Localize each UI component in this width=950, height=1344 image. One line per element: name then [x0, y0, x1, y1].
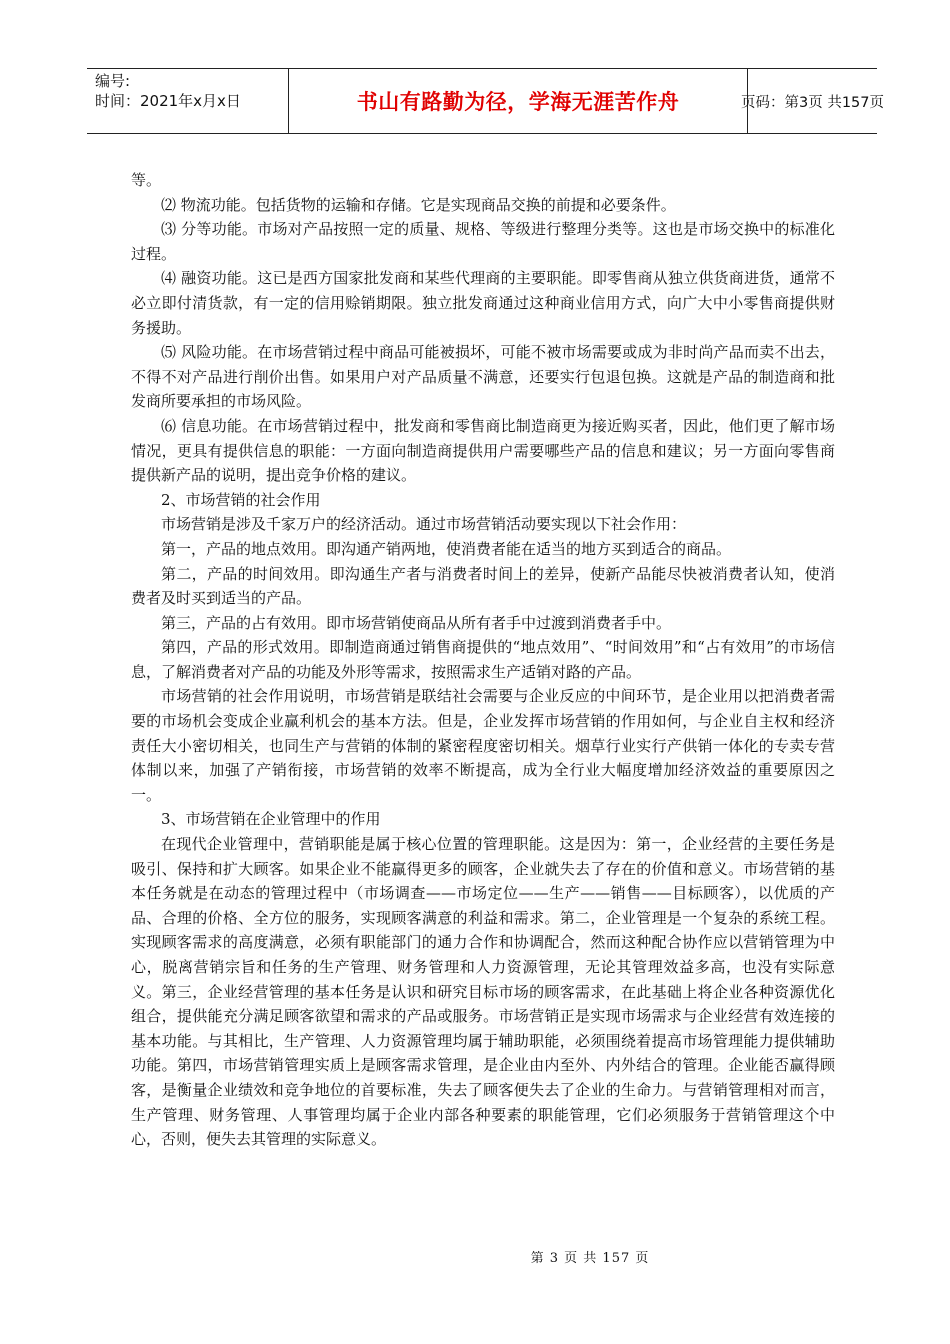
- paragraph: 市场营销是涉及千家万户的经济活动。通过市场营销活动要实现以下社会作用：: [161, 515, 687, 534]
- paragraph: ⑹ 信息功能。在市场营销过程中，批发商和零售商比制造商更为接近购买者，因此，他们更了解市场情况，更具有提供信息的职能：一方面向制造商提供用户需要哪些产品的信息和建议；另一方面向零售商提供新产品的说明，提出竞争价格的建议。: [131, 416, 835, 485]
- document-time-label: 时间：2021年x月x日: [95, 92, 241, 110]
- paragraph: ⑶ 分等功能。市场对产品按照一定的质量、规格、等级进行整理分类等。这也是市场交换中的标准化过程。: [131, 220, 835, 263]
- page-footer: [0, 1247, 950, 1266]
- paragraph: 第二，产品的时间效用。即沟通生产者与消费者时间上的差异，使新产品能尽快被消费者认知，使消费者及时买到适当的产品。: [131, 564, 835, 608]
- page-header: [87, 68, 885, 134]
- section-heading: 3、市场营销在企业管理中的作用: [161, 810, 381, 829]
- footer-page-number: 第 3 页 共 157 页: [530, 1251, 650, 1266]
- paragraph: 第一，产品的地点效用。即沟通产销两地，使消费者能在适当的地方买到适合的商品。: [161, 539, 732, 558]
- paragraph: ⑷ 融资功能。这已是西方国家批发商和某些代理商的主要职能。即零售商从独立供货商进货，通常不必立即付清货款，有一定的信用赊销期限。独立批发商通过这种商业信用方式，向广大中小零售商提供财务援助。: [131, 269, 835, 337]
- paragraph: 在现代企业管理中，营销职能是属于核心位置的管理职能。这是因为：第一，企业经营的主要任务是吸引、保持和扩大顾客。如果企业不能赢得更多的顾客，企业就失去了存在的价值和意义。市场营销的基本任务就是在动态的管理过程中（市场调查——市场定位——生产——销售——目标顾客），以优质的产品、合理的价格、全方位的服务，实现顾客满意的利益和需求。第二，企业管理是一个复杂的系统工程。实现顾客需求的高度满意，必须有职能部门的通力合作和协调配合，然而这种配合协作应以营销管理为中心，脱离营销宗旨和任务的生产管理、财务管理和人力资源管理，无论其管理效益多高，也没有实际意义。第三，企业经营管理的基本任务是认识和研究目标市场的顾客需求，在此基础上将企业各种资源优化组合，提供能充分满足顾客欲望和需求的产品或服务。市场营销正是实现市场需求与企业经营有效连接的基本功能。与其相比，生产管理、人力资源管理均属于辅助职能，必须围绕着提高市场管理能力提供辅助功能。第四，市场营销管理实质上是顾客需求管理，是企业由内至外、内外结合的管理。企业能否赢得顾客，是衡量企业绩效和竞争地位的首要标准，失去了顾客便失去了企业的生命力。与营销管理相对而言，生产管理、财务管理、人事管理均属于企业内部各种要素的职能管理，它们必须服务于营销管理这个中心，否则，便失去其管理的实际意义。: [131, 835, 835, 1149]
- paragraph: 等。: [131, 171, 162, 189]
- section-heading: 2、市场营销的社会作用: [161, 490, 321, 509]
- document-body: [131, 168, 835, 1152]
- header-motto-cell: [288, 69, 748, 133]
- header-info: [87, 69, 288, 133]
- header-motto: 书山有路勤为径，学海无涯苦作舟: [356, 90, 680, 114]
- paragraph: 第四，产品的形式效用。即制造商通过销售商提供的“地点效用”、“时间效用”和“占有效用”的市场信息，了解消费者对产品的功能及外形等需求，按照需求生产适销对路的产品。: [131, 638, 835, 681]
- paragraph: 市场营销的社会作用说明，市场营销是联结社会需要与企业反应的中间环节，是企业用以把消费者需要的市场机会变成企业赢利机会的基本方法。但是，企业发挥市场营销的作用如何，与企业自主权和经济责任大小密切相关，也同生产与营销的体制的紧密程度密切相关。烟草行业实行产供销一体化的专卖专营体制以来，加强了产销衔接，市场营销的效率不断提高，成为全行业大幅度增加经济效益的重要原因之一。: [131, 687, 835, 804]
- paragraph: 第三，产品的占有效用。即市场营销使商品从所有者手中过渡到消费者手中。: [161, 613, 672, 632]
- paragraph: ⑸ 风险功能。在市场营销过程中商品可能被损坏，可能不被市场需要或成为非时尚产品而卖不出去，不得不对产品进行削价出售。如果用户对产品质量不满意，还要实行包退包换。这就是产品的制造商和批发商所要承担的市场风险。: [131, 343, 835, 411]
- paragraph: ⑵ 物流功能。包括货物的运输和存储。它是实现商品交换的前提和必要条件。: [161, 195, 676, 214]
- header-page-number: 页码：第3页 共157页: [741, 94, 885, 111]
- header-page-cell: [741, 69, 885, 133]
- document-number-label: 编号:: [95, 72, 131, 90]
